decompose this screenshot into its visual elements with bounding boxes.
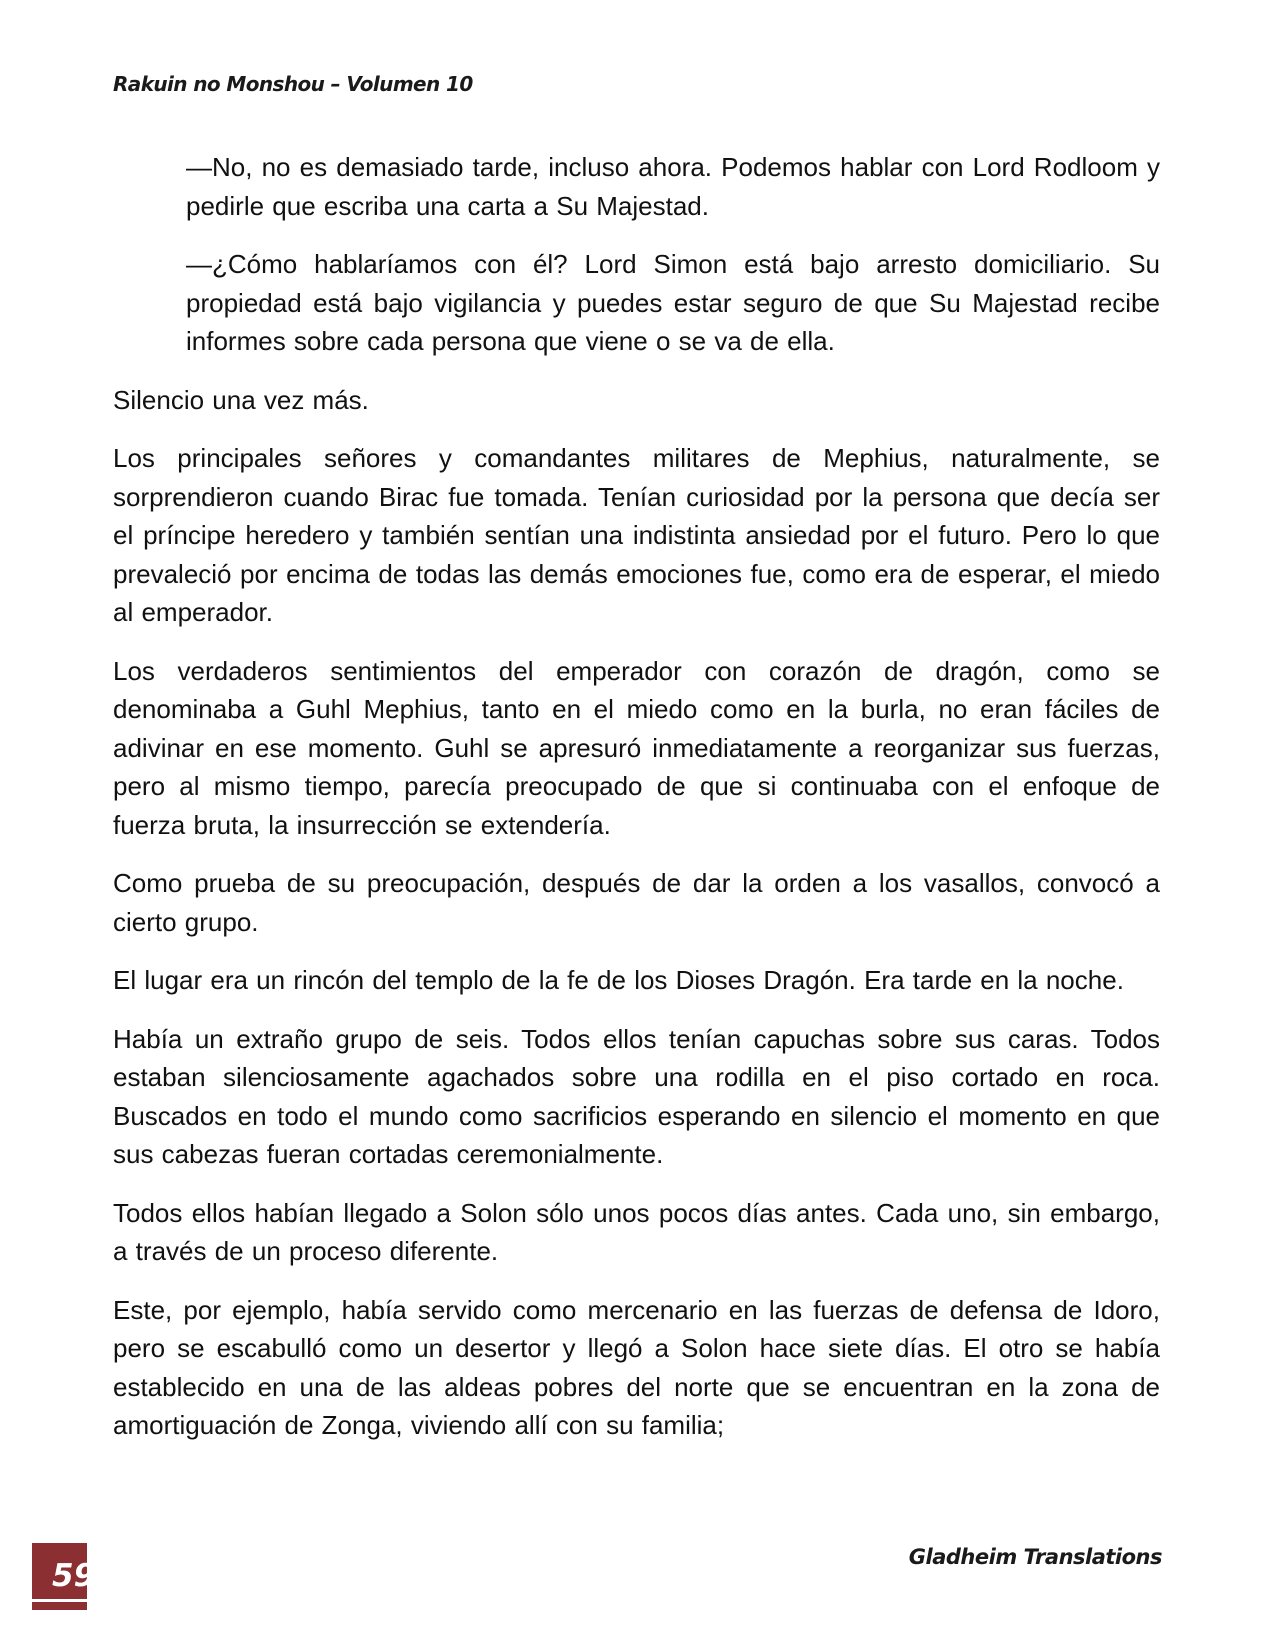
running-header: Rakuin no Monshou – Volumen 10 — [113, 72, 473, 96]
paragraph: Como prueba de su preocupación, después de dar la orden a los vasallos, convocó a cierto grupo. — [113, 868, 1160, 937]
page-number: 59 — [52, 1558, 96, 1594]
paragraph: Los principales señores y comandantes militares de Mephius, naturalmente, se sorprendieron cuando Birac fue tomada. Tenían curiosidad por la persona que decía ser el príncipe heredero y también sentían una indistinta ansiedad por el futuro. Pero lo que prevaleció por encima de todas las demás emociones fue, como era de esperar, el miedo al emperador. — [113, 443, 1160, 627]
paragraph-dialogue-2: —¿Cómo hablaríamos con él? Lord Simon está bajo arresto domiciliario. Su propiedad está bajo vigilancia y puedes estar seguro de que Su Majestad recibe informes sobre cada persona que viene o se va de ella. — [186, 249, 1160, 356]
body-text — [113, 148, 1160, 1465]
paragraph: Había un extraño grupo de seis. Todos ellos tenían capuchas sobre sus caras. Todos estaban silenciosamente agachados sobre una rodilla en el piso cortado en roca. Buscados en todo el mundo como sacrificios esperando en silencio el momento en que sus cabezas fueran cortadas ceremonialmente. — [113, 1023, 1160, 1169]
paragraph: Los verdaderos sentimientos del emperador con corazón de dragón, como se denominaba a Guhl Mephius, tanto en el miedo como en la burla, no eran fáciles de adivinar en ese momento. Guhl se apresuró inmediatamente a reorganizar sus fuerzas, pero al mismo tiempo, parecía preocupado de que si continuaba con el enfoque de fuerza bruta, la insurrección se extendería. — [113, 655, 1160, 840]
page-number-underline — [32, 1599, 87, 1602]
paragraph: El lugar era un rincón del templo de la fe de los Dioses Dragón. Era tarde en la noche. — [113, 965, 1124, 995]
paragraph: Todos ellos habían llegado a Solon sólo unos pocos días antes. Cada uno, sin embargo, a través de un proceso diferente. — [113, 1197, 1160, 1266]
paragraph: Silencio una vez más. — [113, 384, 369, 415]
paragraph: Este, por ejemplo, había servido como mercenario en las fuerzas de defensa de Idoro, pero se escabulló como un desertor y llegó a Solon hace siete días. El otro se había establecido en una de las aldeas pobres del norte que se encuentran en la zona de amortiguación de Zonga, viviendo allí con su familia; — [113, 1294, 1160, 1440]
paragraph-dialogue-1: —No, no es demasiado tarde, incluso ahora. Podemos hablar con Lord Rodloom y pedirle que escriba una carta a Su Majestad. — [186, 152, 1160, 221]
running-footer: Gladheim Translations — [908, 1545, 1162, 1569]
